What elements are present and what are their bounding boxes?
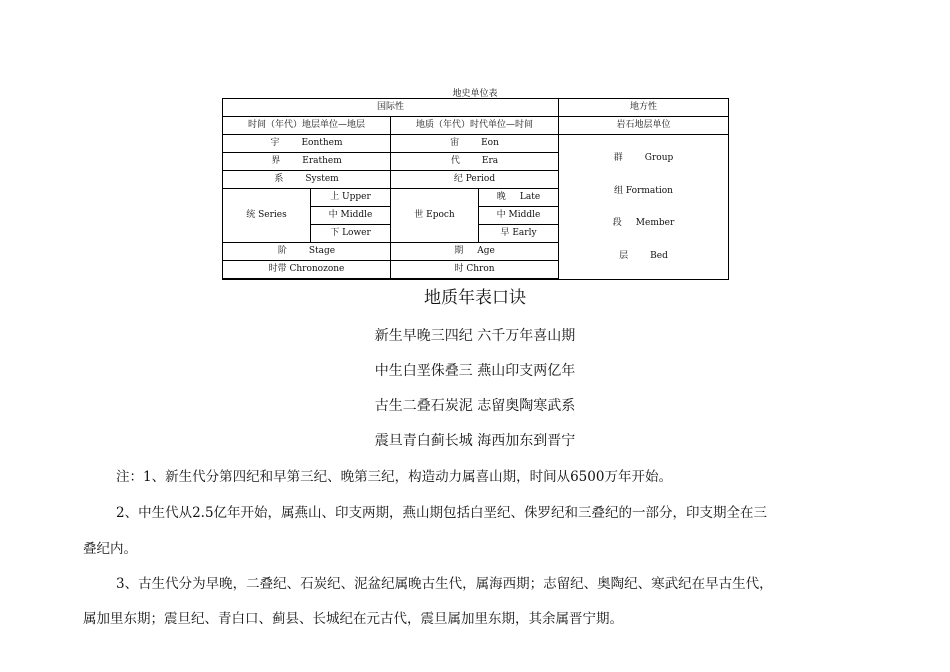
note-2-line-2: 叠纪内。 (83, 541, 137, 557)
cell-chronozone: 时带 Chronozone (223, 261, 391, 280)
note-1: 注：1、新生代分第四纪和早第三纪、晚第三纪，构造动力属喜山期，时间从6500万年开始。 (116, 469, 672, 485)
cell-eon: 宙 Eon (391, 135, 559, 153)
note-2-line-1: 2、中生代从2.5亿年开始，属燕山、印支两期，燕山期包括白垩纪、侏罗纪和三叠纪的一部分，印支期全在三 (116, 505, 768, 521)
cell-period: 纪 Period (391, 171, 559, 189)
stratigraphic-units-table (222, 98, 729, 280)
cell-epoch: 世 Epoch (391, 189, 479, 243)
cell-middle-time: 中 Middle (479, 207, 559, 225)
cell-stage: 阶 Stage (223, 243, 391, 261)
note-3-line-2: 属加里东期；震旦纪、青白口、蓟县、长城纪在元古代，震旦属加里东期，其余属晋宁期。 (83, 611, 623, 627)
cell-lithostratigraphic-units (559, 135, 729, 280)
col-chronostratigraphic: 时间（年代）地层单位—地层 (223, 117, 391, 135)
verse-line: 震旦青白蓟长城 海西加东到晋宁 (374, 433, 576, 449)
cell-series: 统 Series (223, 189, 311, 243)
verse-line: 古生二叠石炭泥 志留奥陶寒武系 (374, 398, 576, 414)
verse-line: 中生白垩侏叠三 燕山印支两亿年 (374, 363, 576, 379)
cell-early: 早 Early (479, 225, 559, 243)
cell-chron: 时 Chron (391, 261, 559, 280)
header-local: 地方性 (559, 99, 729, 117)
cell-eonothem: 宇 Eonthem (223, 135, 391, 153)
cell-upper: 上 Upper (311, 189, 391, 207)
unit-group: 群 Group (613, 153, 674, 163)
cell-system: 系 System (223, 171, 391, 189)
verse-line: 新生早晚三四纪 六千万年喜山期 (374, 328, 576, 344)
cell-erathem: 界 Erathem (223, 153, 391, 171)
cell-lower: 下 Lower (311, 225, 391, 243)
note-3-line-1: 3、古生代分为早晚，二叠纪、石炭纪、泥盆纪属晚古生代，属海西期；志留纪、奥陶纪、寒武纪在早古生代， (116, 576, 773, 592)
unit-formation: 组 Formation (614, 185, 673, 196)
unit-bed: 层 Bed (619, 250, 668, 261)
header-international: 国际性 (223, 99, 559, 117)
cell-middle-strat: 中 Middle (311, 207, 391, 225)
cell-age: 期 Age (391, 243, 559, 261)
mnemonic-heading: 地质年表口诀 (424, 288, 526, 308)
unit-member: 段 Member (612, 218, 675, 228)
cell-late: 晚 Late (479, 189, 559, 207)
cell-era: 代 Era (391, 153, 559, 171)
col-geochronologic: 地质（年代）时代单位—时间 (391, 117, 559, 135)
table-title: 地史单位表 (452, 89, 498, 99)
col-lithostratigraphic: 岩石地层单位 (559, 117, 729, 135)
